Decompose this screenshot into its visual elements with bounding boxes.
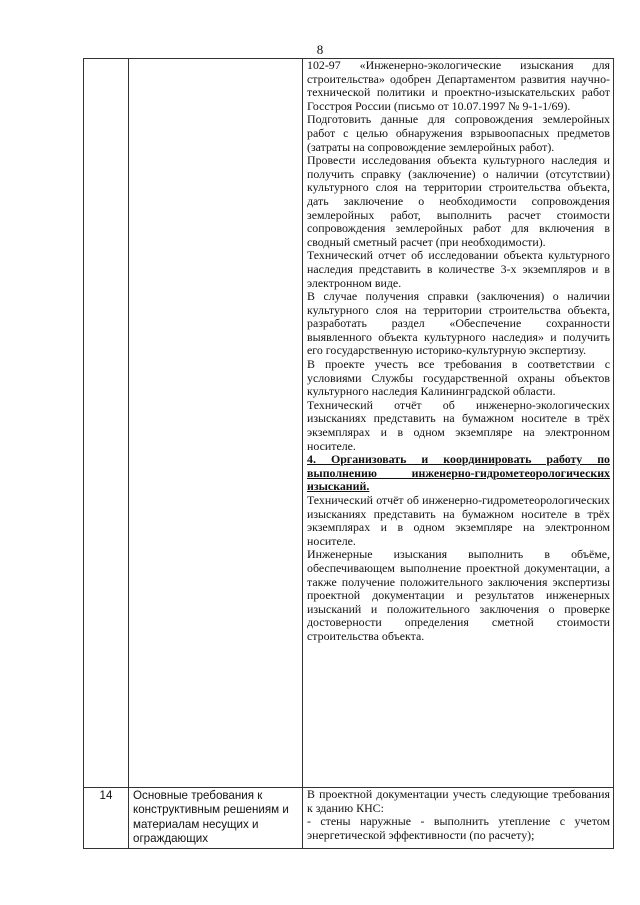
paragraph: 102-97 «Инженерно-экологические изыскания для строительства» одобрен Департаментом развития научно-технической политики и проектно-изыскательских работ Госстроя России (письмо от 10.07.1997 № 9-1-1/69).	[307, 58, 610, 113]
row-name-cell	[129, 59, 303, 788]
row-content-cell	[303, 788, 614, 849]
paragraph: Технический отчёт об инженерно-гидрометеорологических изысканиях представить на бумажном носителе в трёх экземплярах и в одном экземпляре на электронном носителе.	[307, 493, 610, 548]
paragraph: Технический отчет об исследовании объекта культурного наследия представить в количестве 3-х экземпляров и в электронном виде.	[307, 248, 610, 290]
paragraph: Инженерные изыскания выполнить в объёме, обеспечивающем выполнение проектной документации, а также получение положительного заключения экспертизы проектной документации и результатов инженерных изысканий и положительного заключения о проверке достоверности определения сметной стоимости строительства объекта.	[307, 547, 610, 643]
paragraph: В случае получения справки (заключения) о наличии культурного слоя на территории строительства объекта, разработать раздел «Обеспечение сохранности выявленного объекта культурного наследия» и получить его государственную историко-культурную экспертизу.	[307, 289, 610, 358]
paragraph: В проекте учесть все требования в соответствии с условиями Службы государственной охраны объектов культурного наследия Калининградской области.	[307, 357, 610, 399]
row-number-cell	[84, 59, 129, 788]
continued-content	[303, 59, 613, 644]
row-number-cell	[84, 788, 129, 849]
row-14-content	[303, 788, 613, 842]
paragraph: Технический отчёт об инженерно-экологических изысканиях представить на бумажном носителе в трёх экземплярах и в одном экземпляре на электронном носителе.	[307, 397, 610, 453]
section-heading: 4. Организовать и координировать работу по выполнению инженерно-гидрометеорологических изысканий.	[307, 452, 610, 494]
table-row	[84, 59, 614, 788]
table-row	[84, 788, 614, 849]
row-content-cell	[303, 59, 614, 788]
paragraph: - стены наружные - выполнить утепление с учетом энергетической эффективности (по расчету);	[307, 814, 610, 842]
page-number: 8	[316, 42, 324, 57]
requirements-table	[83, 58, 614, 849]
paragraph: В проектной документации учесть следующие требования к зданию КНС:	[307, 787, 610, 815]
row-number: 14	[99, 789, 113, 802]
paragraph: Провести исследования объекта культурного наследия и получить справку (заключение) о наличии (отсутствии) культурного слоя на территории строительства объекта, дать заключение о необходимости сопровождения землеройных работ, выполнить расчет стоимости сопровождения землеройных работ для включения в сводный сметный расчет (при необходимости).	[307, 153, 610, 249]
row-name-cell	[129, 788, 303, 849]
row-name: Основные требования к конструктивным решениям и материалам несущих и ограждающих	[133, 789, 289, 846]
paragraph: Подготовить данные для сопровождения землеройных работ с целью обнаружения взрывоопасных предметов (затраты на сопровождение землеройных работ).	[307, 112, 610, 154]
